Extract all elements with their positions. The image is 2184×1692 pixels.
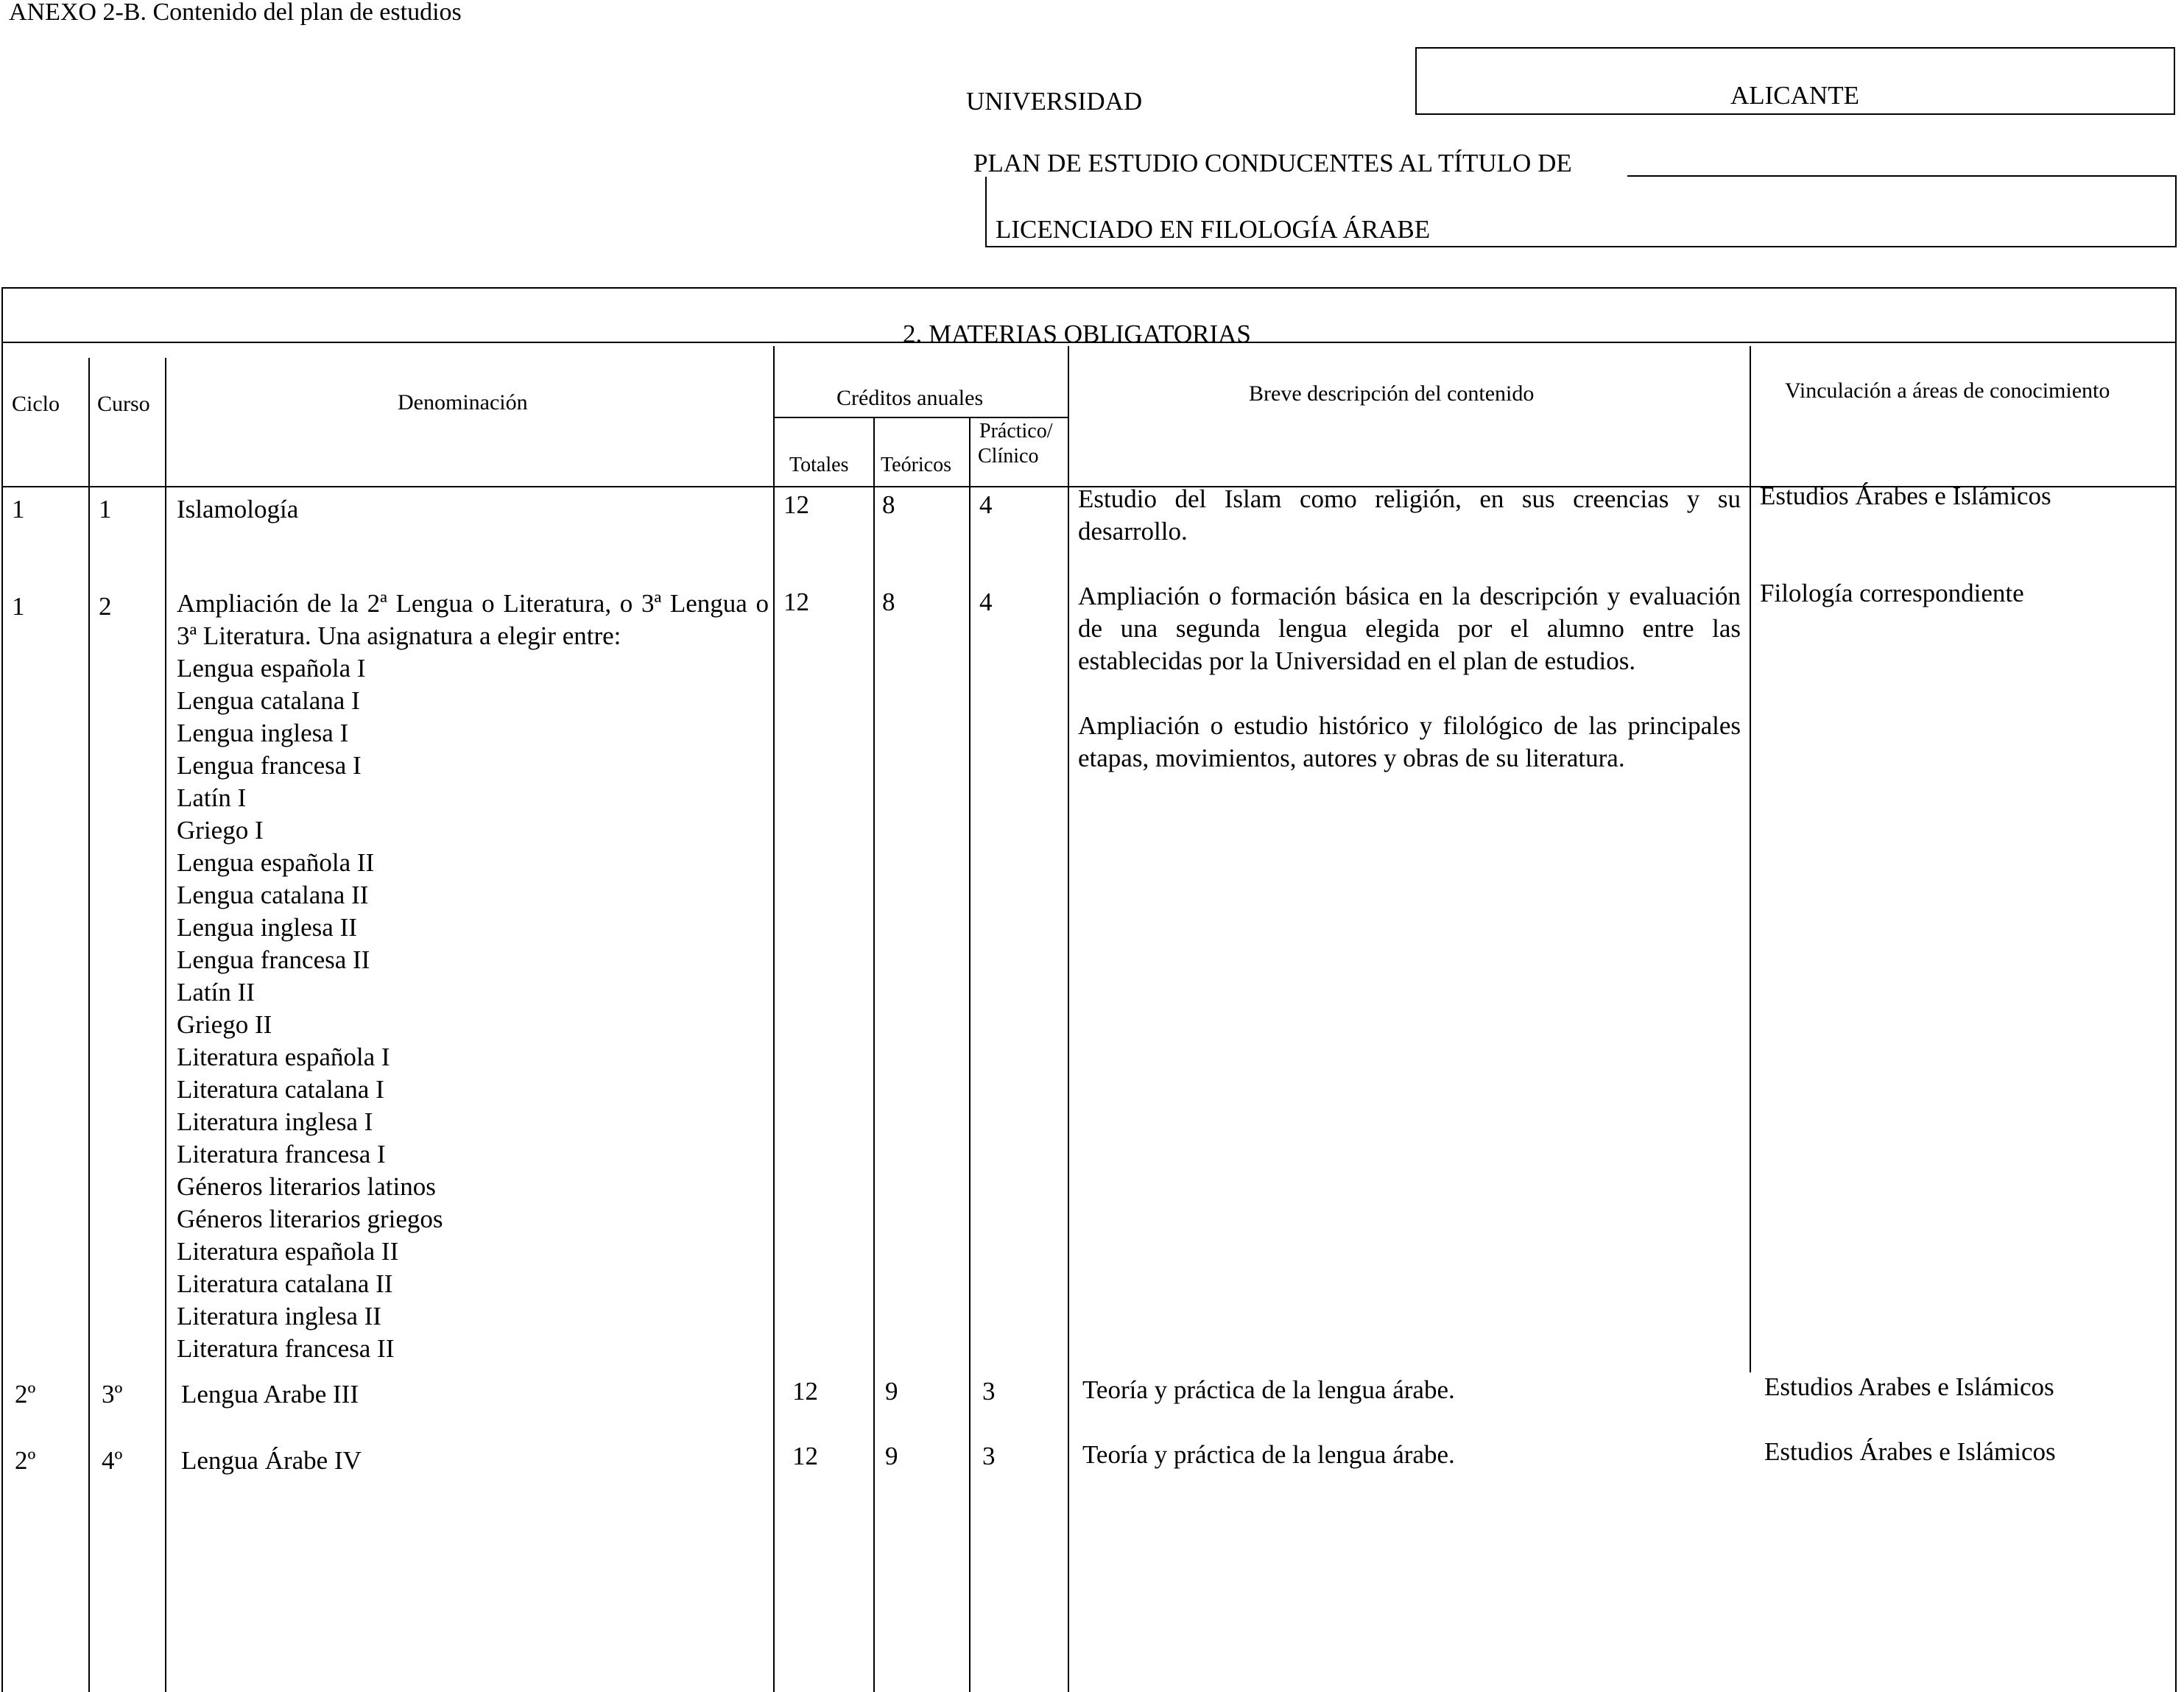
cell-denominacion: Lengua Arabe III xyxy=(181,1380,359,1409)
table-rule xyxy=(88,358,90,1692)
cell-vinculacion: Estudios Árabes e Islámicos xyxy=(1764,1437,2056,1466)
option-item: Lengua catalana II xyxy=(177,881,369,909)
option-item: Lengua inglesa I xyxy=(177,719,349,747)
cell-teoricos: 8 xyxy=(882,588,895,616)
plan-label: PLAN DE ESTUDIO CONDUCENTES AL TÍTULO DE xyxy=(973,149,1572,177)
table-rule xyxy=(165,358,166,1692)
cell-vinculacion: Filología correspondiente xyxy=(1760,579,2024,607)
cell-totales: 12 xyxy=(783,588,809,616)
column-header-teoricos: Teóricos xyxy=(881,454,952,476)
column-header-creditos: Créditos anuales xyxy=(836,386,984,410)
cell-descripcion: Estudio del Islam como religión, en sus creencias y su desarrollo. xyxy=(1078,484,1741,546)
section-title: 2. MATERIAS OBLIGATORIAS xyxy=(903,320,1251,348)
option-item: Literatura española II xyxy=(177,1237,399,1266)
table-rule xyxy=(773,417,1068,418)
table-rule xyxy=(873,417,875,1692)
column-header-curso: Curso xyxy=(97,392,150,416)
option-item: Lengua catalana I xyxy=(177,686,360,715)
column-header-clinico: Clínico xyxy=(978,445,1039,468)
cell-denominacion: Ampliación de la 2ª Lengua o Literatura, o 3ª Lengua o 3ª Literatura. Una asignatura a elegir entre: xyxy=(177,589,769,650)
option-item: Literatura inglesa II xyxy=(177,1302,381,1330)
option-item: Literatura catalana I xyxy=(177,1075,384,1104)
cell-totales: 12 xyxy=(792,1442,818,1470)
cell-descripcion: Teoría y práctica de la lengua árabe. xyxy=(1082,1375,1455,1404)
option-item: Literatura catalana II xyxy=(177,1269,393,1298)
cell-teoricos: 8 xyxy=(882,490,895,519)
cell-curso: 3º xyxy=(102,1380,123,1409)
option-item: Lengua inglesa II xyxy=(177,913,357,942)
column-header-practico: Práctico/ xyxy=(979,420,1053,443)
cell-denominacion: Lengua Árabe IV xyxy=(181,1446,362,1475)
cell-denominacion: Islamología xyxy=(177,495,299,524)
cell-ciclo: 1 xyxy=(12,592,25,621)
annex-title: ANEXO 2-B. Contenido del plan de estudios xyxy=(9,0,462,26)
cell-descripcion: Ampliación o formación básica en la descripción y evaluación de una segunda lengua elegida por el alumno entre las establecidas por la Universidad en el plan de estudios. xyxy=(1078,582,1741,675)
cell-vinculacion: Estudios Árabes e Islámicos xyxy=(1760,482,2051,510)
cell-ciclo: 2º xyxy=(15,1446,36,1475)
option-item: Latín I xyxy=(177,783,247,812)
university-label: UNIVERSIDAD xyxy=(966,87,1143,116)
degree-title: LICENCIADO EN FILOLOGÍA ÁRABE xyxy=(996,215,1431,244)
cell-curso: 4º xyxy=(102,1446,123,1475)
cell-curso: 1 xyxy=(99,495,112,524)
cell-practicos: 3 xyxy=(982,1442,996,1470)
option-item: Latín II xyxy=(177,978,255,1007)
column-header-totales: Totales xyxy=(789,454,849,476)
cell-ciclo: 2º xyxy=(15,1380,36,1409)
table-rule xyxy=(969,417,971,1692)
cell-practicos: 4 xyxy=(979,588,993,616)
option-item: Literatura española I xyxy=(177,1043,390,1071)
option-item: Literatura francesa I xyxy=(177,1140,386,1168)
option-item: Lengua francesa I xyxy=(177,751,362,780)
cell-descripcion: Teoría y práctica de la lengua árabe. xyxy=(1082,1440,1455,1469)
column-header-denominacion: Denominación xyxy=(398,390,528,415)
cell-totales: 12 xyxy=(783,490,809,519)
table-rule xyxy=(773,346,775,1692)
option-list xyxy=(177,652,766,1365)
cell-curso: 2 xyxy=(99,592,112,621)
column-header-descripcion: Breve descripción del contenido xyxy=(1249,381,1535,406)
option-item: Griego I xyxy=(177,816,264,845)
cell-teoricos: 9 xyxy=(885,1377,898,1406)
option-item: Literatura francesa II xyxy=(177,1334,395,1363)
cell-vinculacion: Estudios Arabes e Islámicos xyxy=(1764,1372,2054,1401)
table-rule xyxy=(1750,346,1751,1372)
cell-descripcion-2: Ampliación o estudio histórico y filológico de las principales etapas, movimientos, autores y obras de su literatura. xyxy=(1078,711,1741,772)
option-item: Lengua española II xyxy=(177,848,375,877)
cell-totales: 12 xyxy=(792,1377,818,1406)
option-item: Lengua francesa II xyxy=(177,945,370,974)
column-header-vinculacion: Vinculación a áreas de conocimiento xyxy=(1785,378,2110,403)
option-item: Géneros literarios griegos xyxy=(177,1205,443,1233)
cell-ciclo: 1 xyxy=(12,495,25,524)
option-item: Griego II xyxy=(177,1010,272,1039)
cell-teoricos: 9 xyxy=(885,1442,898,1470)
option-item: Literatura inglesa I xyxy=(177,1107,373,1136)
university-value: ALICANTE xyxy=(1730,81,1859,110)
option-item: Géneros literarios latinos xyxy=(177,1172,436,1201)
cell-practicos: 4 xyxy=(979,490,993,519)
option-item: Lengua española I xyxy=(177,654,366,683)
cell-practicos: 3 xyxy=(982,1377,996,1406)
column-header-ciclo: Ciclo xyxy=(12,392,60,416)
table-rule xyxy=(1068,346,1069,1692)
